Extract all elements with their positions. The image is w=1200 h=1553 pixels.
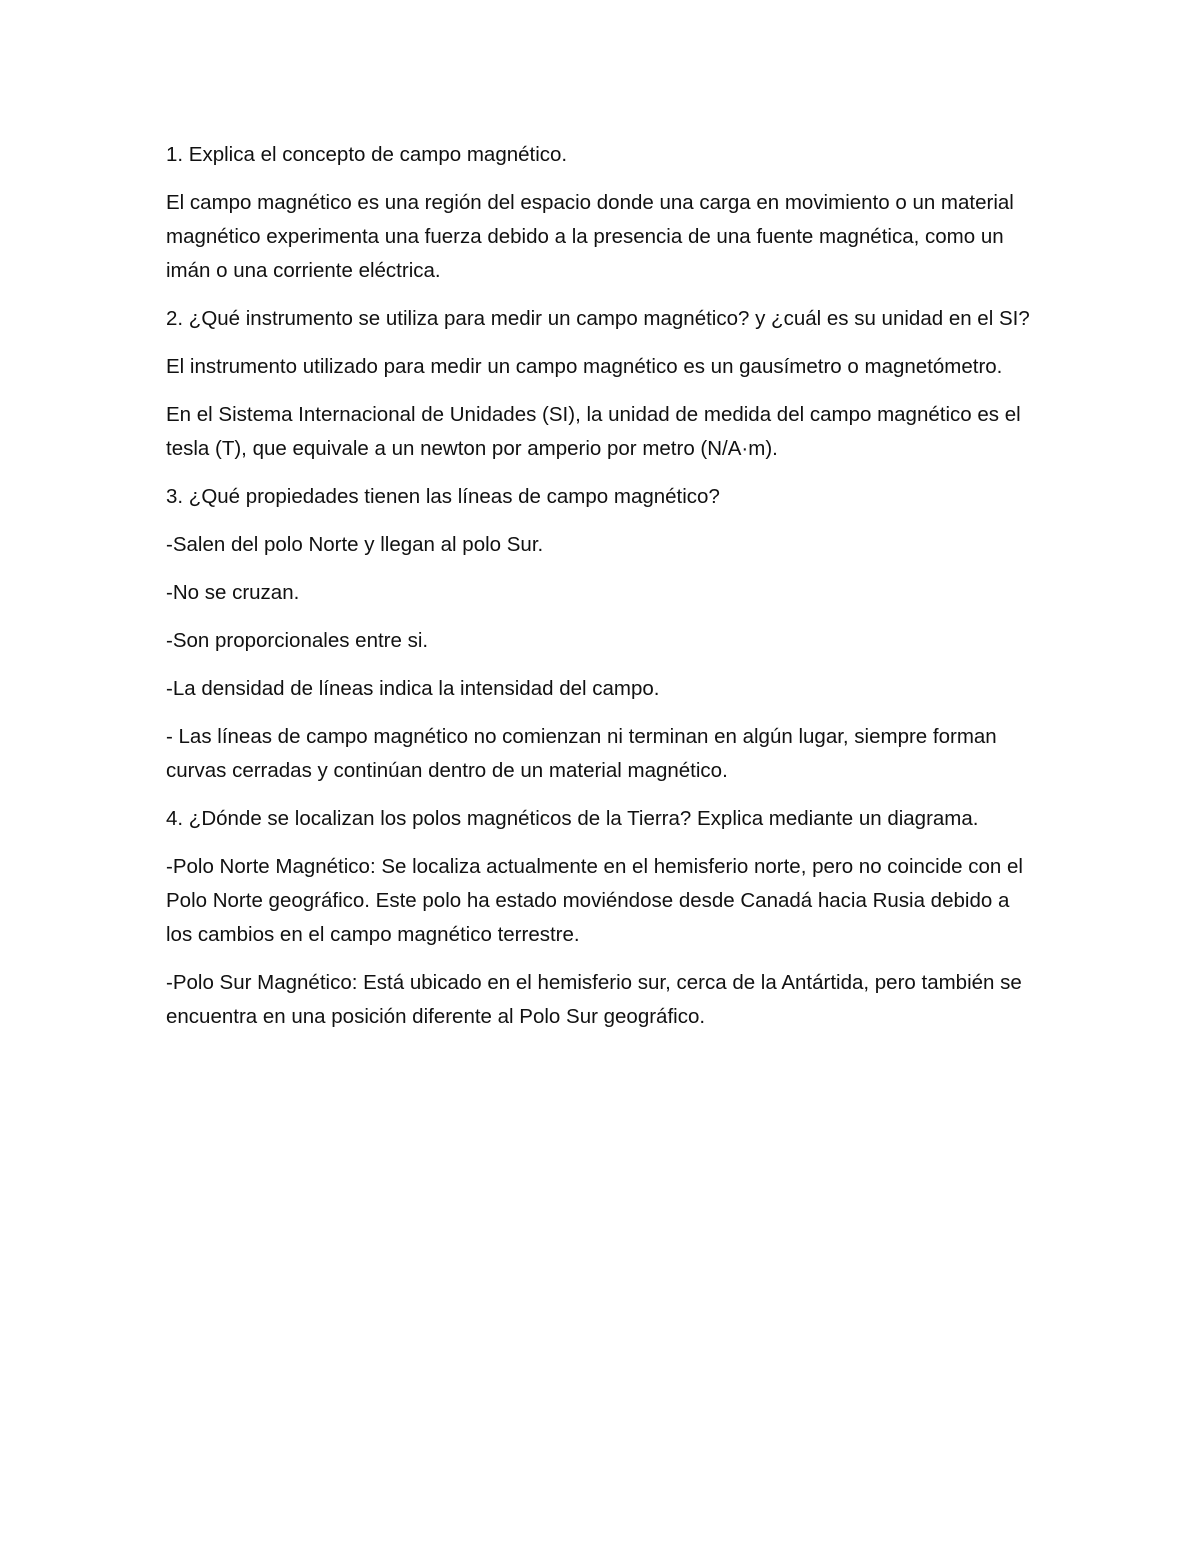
question-1: 1. Explica el concepto de campo magnético. xyxy=(166,143,568,166)
answer-1: El campo magnético es una región del espacio donde una carga en movimiento o un material magnético experimenta una fuerza debido a la presencia de una fuente magnética, como un imán o una corriente eléctrica. xyxy=(166,191,1014,282)
property-item: -Salen del polo Norte y llegan al polo Sur. xyxy=(166,533,544,556)
question-2: 2. ¿Qué instrumento se utiliza para medir un campo magnético? y ¿cuál es su unidad en el SI? xyxy=(166,307,1030,330)
property-item: -La densidad de líneas indica la intensidad del campo. xyxy=(166,677,660,700)
property-item: -Son proporcionales entre si. xyxy=(166,629,429,652)
answer-2-instrument: El instrumento utilizado para medir un campo magnético es un gausímetro o magnetómetro. xyxy=(166,355,1003,378)
answer-4-south-pole: -Polo Sur Magnético: Está ubicado en el hemisferio sur, cerca de la Antártida, pero también se encuentra en una posición diferente al Polo Sur geográfico. xyxy=(166,971,1022,1028)
question-3: 3. ¿Qué propiedades tienen las líneas de campo magnético? xyxy=(166,485,720,508)
question-4: 4. ¿Dónde se localizan los polos magnéticos de la Tierra? Explica mediante un diagrama. xyxy=(166,807,979,830)
answer-2-unit: En el Sistema Internacional de Unidades (SI), la unidad de medida del campo magnético es el tesla (T), que equivale a un newton por amperio por metro (N/A·m). xyxy=(166,403,1021,460)
property-item: -No se cruzan. xyxy=(166,581,300,604)
property-item: - Las líneas de campo magnético no comienzan ni terminan en algún lugar, siempre forman curvas cerradas y continúan dentro de un material magnético. xyxy=(166,725,997,782)
document-body xyxy=(166,138,1036,1048)
answer-4-north-pole: -Polo Norte Magnético: Se localiza actualmente en el hemisferio norte, pero no coincide con el Polo Norte geográfico. Este polo ha estado moviéndose desde Canadá hacia Rusia debido a los cambios en el campo magnético terrestre. xyxy=(166,855,1023,946)
